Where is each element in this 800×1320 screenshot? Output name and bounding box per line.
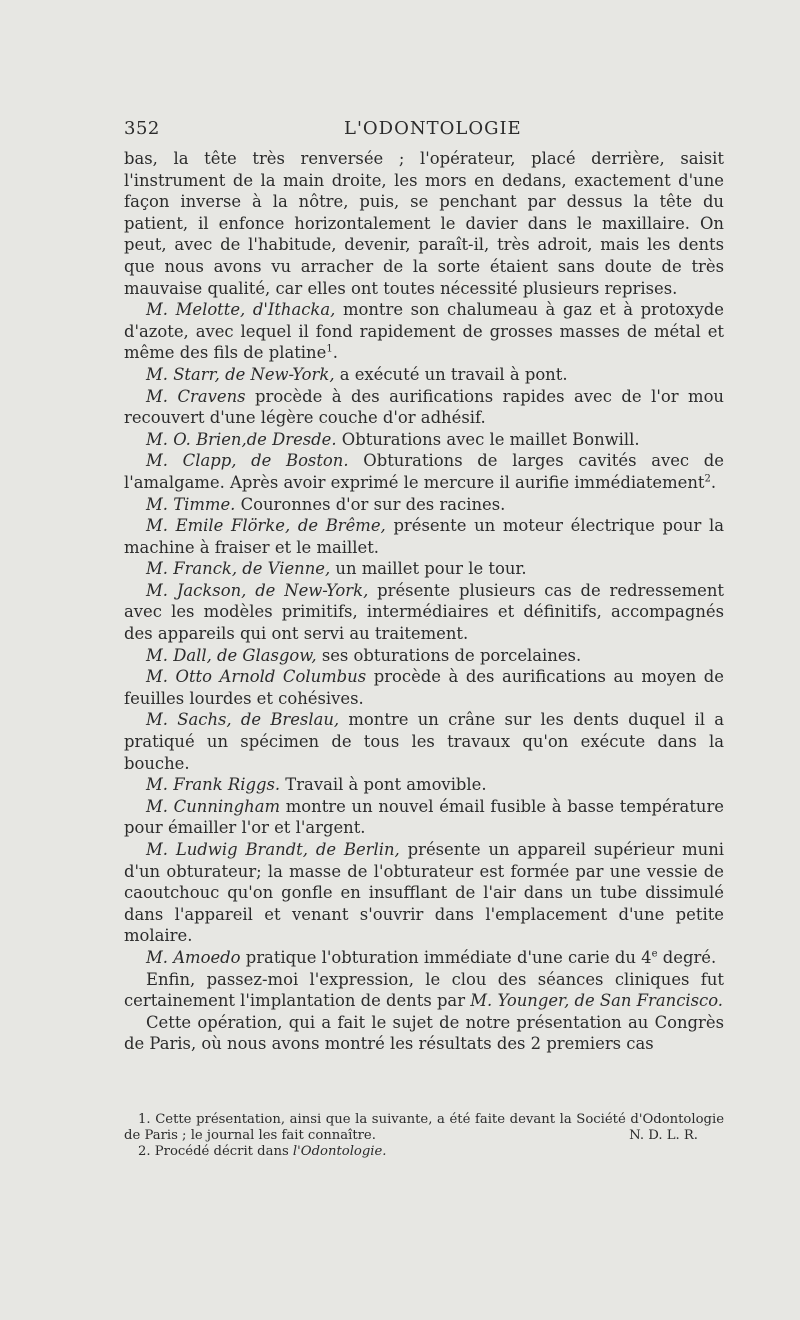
page-number: 352 <box>124 118 160 139</box>
page-header <box>124 118 724 142</box>
footnote-1-signature: N. D. L. R. <box>629 1128 698 1143</box>
paragraph-text: . <box>710 472 717 492</box>
paragraph-text: Obturations de larges cavités avec de l'amalgame. Après avoir exprimé le mercure il aurifie immédiatement <box>124 451 724 492</box>
paragraph <box>124 969 724 1012</box>
paragraph <box>124 494 724 516</box>
author-name: M. Cravens <box>146 386 246 406</box>
paragraph-text: procède à des aurifications au moyen de feuilles lourdes et cohésives. <box>124 667 725 708</box>
author-name: M. Melotte, d'Ithacka, <box>146 300 336 320</box>
footnote-1 <box>124 1112 724 1144</box>
paragraph <box>124 580 724 645</box>
paragraph <box>124 386 724 429</box>
author-name: M. Amoedo <box>146 947 241 967</box>
author-name: M. Sachs, de Breslau, <box>146 710 340 730</box>
paragraph <box>124 645 724 667</box>
author-name: M. Frank Riggs. <box>146 775 281 795</box>
author-name: M. Clapp, de Boston. <box>146 451 349 471</box>
paragraph <box>124 839 724 947</box>
footnote-2 <box>124 1144 724 1160</box>
paragraph <box>124 515 724 558</box>
paragraph-text: a exécuté un travail à pont. <box>334 364 568 384</box>
paragraph-text: procède à des aurifications rapides avec de l'or mou recouvert d'une légère couche d'or adhésif. <box>124 386 724 428</box>
paragraph-text: Couronnes d'or sur des racines. <box>235 494 506 514</box>
body-text <box>124 148 724 1055</box>
paragraph-text: un maillet pour le tour. <box>330 559 527 579</box>
paragraph-text: présente un moteur électrique pour la machine à fraiser et le maillet. <box>124 516 724 557</box>
paragraph-text: ses obturations de porcelaines. <box>316 645 582 665</box>
paragraph <box>124 709 724 774</box>
footnote-2-text: 2. Procédé décrit dans <box>138 1144 293 1159</box>
paragraph <box>124 1012 724 1055</box>
paragraph-text: Enfin, passez-moi l'expression, le clou des séances cliniques fut certainement l'implantation de dents par <box>124 969 724 1011</box>
paragraph-text: degré. <box>657 947 717 967</box>
paragraph <box>124 774 724 796</box>
paragraph-text: Obturations avec le maillet Bonwill. <box>336 429 640 449</box>
paragraph <box>124 947 724 969</box>
paragraph-text: présente plusieurs cas de redressement avec les modèles primitifs, intermédiaires et définitifs, accompagnés des appareils qui ont servi au traitement. <box>124 580 724 644</box>
paragraph <box>124 364 724 386</box>
author-name: M. Timme. <box>146 494 236 514</box>
author-name: M. Starr, de New-York, <box>146 364 335 384</box>
paragraph <box>124 666 724 709</box>
paragraph-text: bas, la tête très renversée ; l'opérateur, placé derrière, saisit l'instrument de la main droite, les mors en dedans, exactement d'une façon inverse à la nôtre, puis, se penchant par dessus la tête du patient, il enfonce horizontalement le davier dans le maxillaire. On peut, avec de l'habitude, devenir, paraît-il, très adroit, mais les dents que nous avons vu arracher de la sorte étaient sans doute de très mauvaise qualité, car elles ont toutes nécessité plusieurs reprises. <box>124 149 724 298</box>
paragraph <box>124 299 724 364</box>
author-name: M. Franck, de Vienne, <box>146 559 331 579</box>
author-name: M. Jackson, de New-York, <box>146 580 369 600</box>
paragraph-text: montre son chalumeau à gaz et à protoxyde d'azote, avec lequel il fond rapidement de grosses masses de métal et même des fils de platine <box>124 300 724 363</box>
footnotes <box>124 1112 724 1160</box>
paragraph-text: pratique l'obturation immédiate d'une carie du 4 <box>240 947 652 967</box>
paragraph <box>124 148 724 299</box>
paragraph <box>124 450 724 493</box>
running-title: L'ODONTOLOGIE <box>344 118 522 139</box>
footnote-marker: 2 <box>704 473 711 485</box>
paragraph <box>124 796 724 839</box>
paragraph-text: présente un appareil supérieur muni d'un obturateur; la masse de l'obturateur est formée par une vessie de caoutchouc qu'on gonfle en insufflant de l'air dans un tube dissimulé dans l'appareil et venant s'ouvrir dans l'emplacement d'une petite molaire. <box>124 840 724 946</box>
author-name: M. O. Brien,de Dresde. <box>146 429 337 449</box>
author-name: M. Younger, de San Francisco. <box>470 991 723 1011</box>
paragraph <box>124 429 724 451</box>
author-name: M. Dall, de Glasgow, <box>146 645 317 665</box>
paragraph-text: montre un crâne sur les dents duquel il a pratiqué un spécimen de tous les travaux qu'on exécute dans la bouche. <box>124 710 724 773</box>
footnote-2-source: l'Odontologie. <box>292 1144 387 1159</box>
paragraph-text: . <box>332 343 338 363</box>
paragraph-text: Travail à pont amovible. <box>280 775 487 795</box>
footnote-marker: 1 <box>326 343 333 355</box>
footnote-marker: e <box>651 948 658 960</box>
paragraph-text: montre un nouvel émail fusible à basse température pour émailler l'or et l'argent. <box>124 796 725 838</box>
author-name: M. Otto Arnold Columbus <box>146 667 367 687</box>
paragraph <box>124 558 724 580</box>
footnote-1-text: 1. Cette présentation, ainsi que la suivante, a été faite devant la Société d'Odontologie de Paris ; le journal les fait connaître. <box>124 1112 724 1143</box>
paragraph-text: Cette opération, qui a fait le sujet de notre présentation au Congrès de Paris, où nous avons montré les résultats des 2 premiers cas <box>124 1012 724 1054</box>
author-name: M. Cunningham <box>146 796 281 816</box>
author-name: M. Ludwig Brandt, de Berlin, <box>146 840 400 859</box>
author-name: M. Emile Flörke, de Brême, <box>146 516 386 536</box>
